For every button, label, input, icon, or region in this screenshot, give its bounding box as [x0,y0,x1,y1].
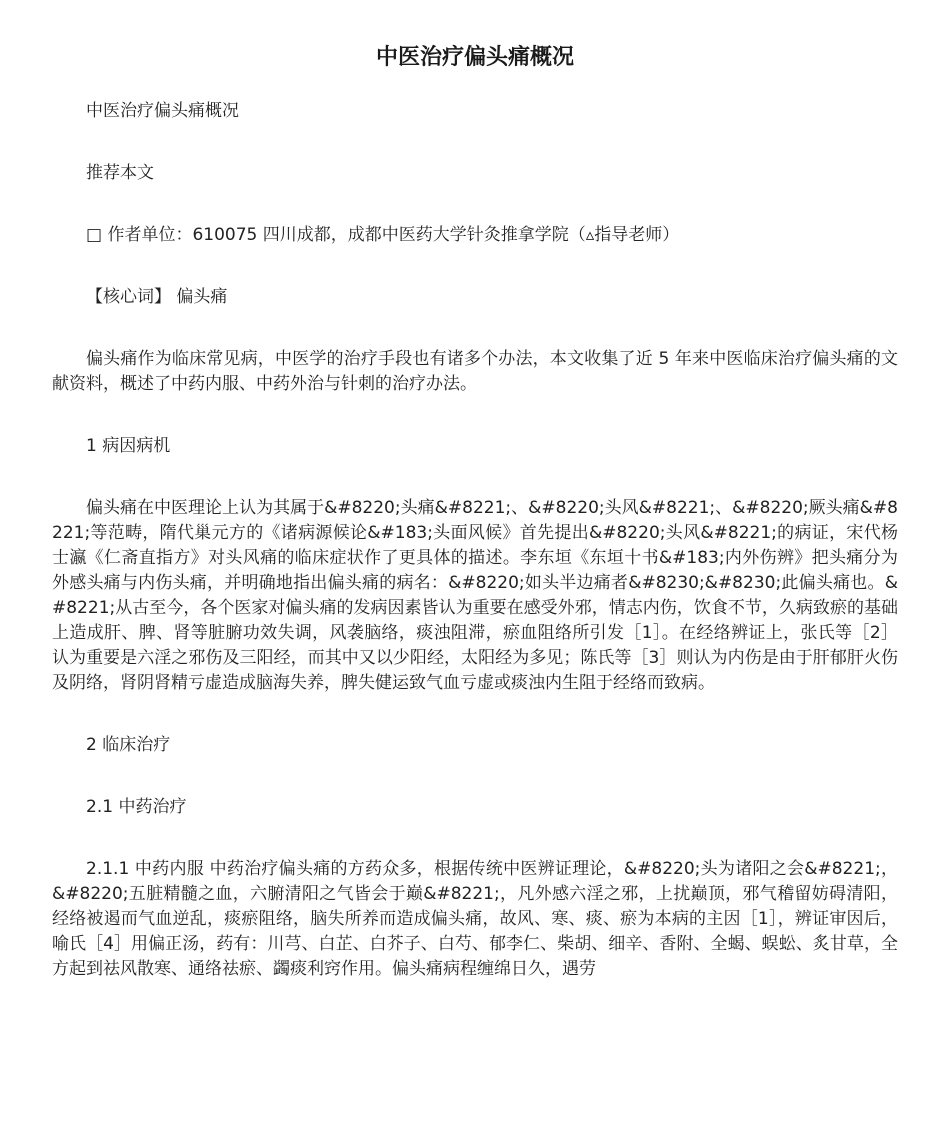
subtitle-paragraph: 中医治疗偏头痛概况 [86,101,239,121]
document-title: 中医治疗偏头痛概况 [375,45,574,70]
author-affiliation: □ 作者单位：610075 四川成都，成都中医药大学针灸推拿学院（▵指导老师） [86,225,680,245]
section-heading-clinical-treatment: 2 临床治疗 [86,735,171,755]
subsection-heading-herbal-treatment: 2.1 中药治疗 [86,797,187,817]
abstract-paragraph: 偏头痛作为临床常见病，中医学的治疗手段也有诸多个办法，本文收集了近 5 年来中医临床治疗偏头痛的文献资料，概述了中药内服、中药外治与针刺的治疗办法。 [52,349,898,394]
keywords-paragraph: 【核心词】 偏头痛 [86,287,228,307]
oral-herbal-paragraph: 2.1.1 中药内服 中药治疗偏头痛的方药众多，根据传统中医辨证理论，&#8220;头为诸阳之会&#8221;，&#8220;五脏精髓之血，六腑清阳之气皆会于巅&#8221;，凡外感六淫之邪，上扰巅顶，邪气稽留妨碍清阳，经络被遏而气血逆乱，痰瘀阻络，脑失所养而造成偏头痛，故风、寒、痰、瘀为本病的主因［1］，辨证审因后，喻氏［4］用偏正汤，药有：川芎、白芷、白芥子、白芍、郁李仁、柴胡、细辛、香附、全蝎、蜈蚣、炙甘草，全方起到祛风散寒、通络祛瘀、蠲痰利窍作用。偏头痛病程缠绵日久，遇劳 [52,859,898,979]
recommend-label: 推荐本文 [86,163,154,183]
etiology-paragraph: 偏头痛在中医理论上认为其属于&#8220;头痛&#8221;、&#8220;头风&#8221;、&#8220;厥头痛&#8221;等范畴，隋代巢元方的《诸病源候论&#183;头面风候》首先提出&#8220;头风&#8221;的病证，宋代杨士瀛《仁斋直指方》对头风痛的临床症状作了更具体的描述。李东垣《东垣十书&#183;内外伤辨》把头痛分为外感头痛与内伤头痛，并明确地指出偏头痛的病名：&#8220;如头半边痛者&#8230;&#8230;此偏头痛也。&#8221;从古至今，各个医家对偏头痛的发病因素皆认为重要在感受外邪，情志内伤，饮食不节，久病致瘀的基础上造成肝、脾、肾等脏腑功效失调，风袭脑络，痰浊阻滞，瘀血阻络所引发［1］。在经络辨证上，张氏等［2］认为重要是六淫之邪伤及三阳经，而其中又以少阳经，太阳经为多见；陈氏等［3］则认为内伤是由于肝郁肝火伤及阴络，肾阴肾精亏虚造成脑海失养，脾失健运致气血亏虚或痰浊内生阻于经络而致病。 [52,498,898,693]
section-heading-etiology: 1 病因病机 [86,436,171,456]
